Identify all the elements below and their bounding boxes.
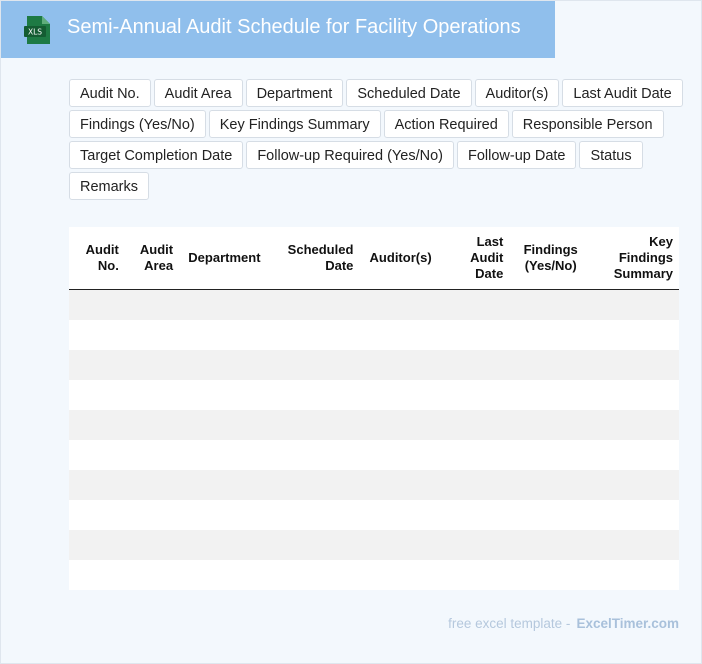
table-cell[interactable] <box>359 320 441 350</box>
table-cell[interactable] <box>592 350 679 380</box>
table-cell[interactable] <box>592 560 679 590</box>
table-cell[interactable] <box>270 500 360 530</box>
table-row <box>69 320 679 350</box>
table-cell[interactable] <box>442 500 510 530</box>
field-chip[interactable]: Target Completion Date <box>69 141 243 169</box>
column-header[interactable]: Last Audit Date <box>442 227 510 289</box>
table-cell[interactable] <box>69 289 125 320</box>
table-cell[interactable] <box>359 440 441 470</box>
table-cell[interactable] <box>179 350 270 380</box>
table-cell[interactable] <box>442 320 510 350</box>
table-cell[interactable] <box>509 470 592 500</box>
table-cell[interactable] <box>69 500 125 530</box>
field-chip[interactable]: Action Required <box>384 110 509 138</box>
table-row <box>69 380 679 410</box>
table-cell[interactable] <box>359 410 441 440</box>
table-cell[interactable] <box>509 289 592 320</box>
footer-text: free excel template - <box>448 616 571 631</box>
table-row <box>69 470 679 500</box>
table-cell[interactable] <box>509 500 592 530</box>
table-body <box>69 289 679 590</box>
table-cell[interactable] <box>125 440 179 470</box>
table-cell[interactable] <box>270 410 360 440</box>
field-chip[interactable]: Remarks <box>69 172 149 200</box>
table-cell[interactable] <box>442 380 510 410</box>
table-cell[interactable] <box>179 560 270 590</box>
column-header[interactable]: Key Findings Summary <box>592 227 679 289</box>
table-cell[interactable] <box>359 530 441 560</box>
table-row <box>69 530 679 560</box>
table-cell[interactable] <box>69 350 125 380</box>
table-cell[interactable] <box>592 440 679 470</box>
table-cell[interactable] <box>125 380 179 410</box>
field-chip[interactable]: Scheduled Date <box>346 79 471 107</box>
field-chip[interactable]: Audit Area <box>154 79 243 107</box>
table-cell[interactable] <box>592 500 679 530</box>
field-chip-list <box>69 79 699 200</box>
table-cell[interactable] <box>69 530 125 560</box>
table-cell[interactable] <box>125 350 179 380</box>
table-cell[interactable] <box>270 440 360 470</box>
table-row <box>69 410 679 440</box>
table-cell[interactable] <box>69 560 125 590</box>
field-chip[interactable]: Department <box>246 79 344 107</box>
footer-brand-link[interactable]: ExcelTimer.com <box>576 616 679 631</box>
table-cell[interactable] <box>270 350 360 380</box>
table-cell[interactable] <box>69 440 125 470</box>
field-chip[interactable]: Follow-up Required (Yes/No) <box>246 141 454 169</box>
table-cell[interactable] <box>442 470 510 500</box>
table-cell[interactable] <box>125 289 179 320</box>
title-bar <box>1 1 555 58</box>
xls-file-icon <box>23 15 51 45</box>
table-cell[interactable] <box>270 470 360 500</box>
table-cell[interactable] <box>509 530 592 560</box>
footer-credit <box>448 616 679 631</box>
column-header[interactable]: Findings (Yes/No) <box>509 227 592 289</box>
table-cell[interactable] <box>359 500 441 530</box>
table-cell[interactable] <box>179 289 270 320</box>
table-cell[interactable] <box>509 410 592 440</box>
table-cell[interactable] <box>270 380 360 410</box>
field-chip[interactable]: Responsible Person <box>512 110 664 138</box>
table-cell[interactable] <box>270 560 360 590</box>
field-chip[interactable]: Auditor(s) <box>475 79 560 107</box>
table-header-row <box>69 227 679 289</box>
table-cell[interactable] <box>270 289 360 320</box>
table-cell[interactable] <box>69 320 125 350</box>
svg-text:XLS: XLS <box>27 27 43 37</box>
table-cell[interactable] <box>359 289 441 320</box>
table-cell[interactable] <box>442 440 510 470</box>
table-cell[interactable] <box>359 560 441 590</box>
field-chip[interactable]: Last Audit Date <box>562 79 682 107</box>
table-row <box>69 500 679 530</box>
table-cell[interactable] <box>592 380 679 410</box>
table-cell[interactable] <box>442 530 510 560</box>
table-cell[interactable] <box>359 380 441 410</box>
field-chip[interactable]: Follow-up Date <box>457 141 577 169</box>
table-cell[interactable] <box>509 380 592 410</box>
table-cell[interactable] <box>592 289 679 320</box>
table-cell[interactable] <box>509 560 592 590</box>
table-cell[interactable] <box>179 500 270 530</box>
field-chip[interactable]: Audit No. <box>69 79 151 107</box>
column-header[interactable]: Scheduled Date <box>270 227 360 289</box>
field-chip[interactable]: Findings (Yes/No) <box>69 110 206 138</box>
table-row <box>69 350 679 380</box>
table-cell[interactable] <box>592 410 679 440</box>
audit-table-container[interactable] <box>69 227 679 590</box>
table-cell[interactable] <box>509 440 592 470</box>
table-cell[interactable] <box>125 500 179 530</box>
table-cell[interactable] <box>179 380 270 410</box>
table-cell[interactable] <box>359 470 441 500</box>
table-cell[interactable] <box>125 320 179 350</box>
table-cell[interactable] <box>125 470 179 500</box>
table-cell[interactable] <box>592 530 679 560</box>
table-cell[interactable] <box>179 470 270 500</box>
table-cell[interactable] <box>179 320 270 350</box>
table-cell[interactable] <box>592 320 679 350</box>
table-cell[interactable] <box>179 530 270 560</box>
table-cell[interactable] <box>270 320 360 350</box>
column-header[interactable]: Auditor(s) <box>359 227 441 289</box>
column-header[interactable]: Department <box>179 227 270 289</box>
table-cell[interactable] <box>125 530 179 560</box>
table-cell[interactable] <box>69 470 125 500</box>
page-title: Semi-Annual Audit Schedule for Facility Operations <box>67 16 521 38</box>
table-cell[interactable] <box>442 350 510 380</box>
table-cell[interactable] <box>509 350 592 380</box>
table-row <box>69 289 679 320</box>
field-chip[interactable]: Key Findings Summary <box>209 110 381 138</box>
table-cell[interactable] <box>125 410 179 440</box>
table-cell[interactable] <box>442 289 510 320</box>
table-cell[interactable] <box>359 350 441 380</box>
column-header[interactable]: Audit No. <box>69 227 125 289</box>
table-cell[interactable] <box>179 410 270 440</box>
table-cell[interactable] <box>270 530 360 560</box>
table-cell[interactable] <box>509 320 592 350</box>
table-row <box>69 560 679 590</box>
table-row <box>69 440 679 470</box>
table-cell[interactable] <box>592 470 679 500</box>
field-chip[interactable]: Status <box>579 141 642 169</box>
table-cell[interactable] <box>442 410 510 440</box>
audit-table <box>69 227 679 590</box>
table-cell[interactable] <box>69 410 125 440</box>
table-cell[interactable] <box>69 380 125 410</box>
table-cell[interactable] <box>179 440 270 470</box>
table-cell[interactable] <box>125 560 179 590</box>
table-cell[interactable] <box>442 560 510 590</box>
column-header[interactable]: Audit Area <box>125 227 179 289</box>
